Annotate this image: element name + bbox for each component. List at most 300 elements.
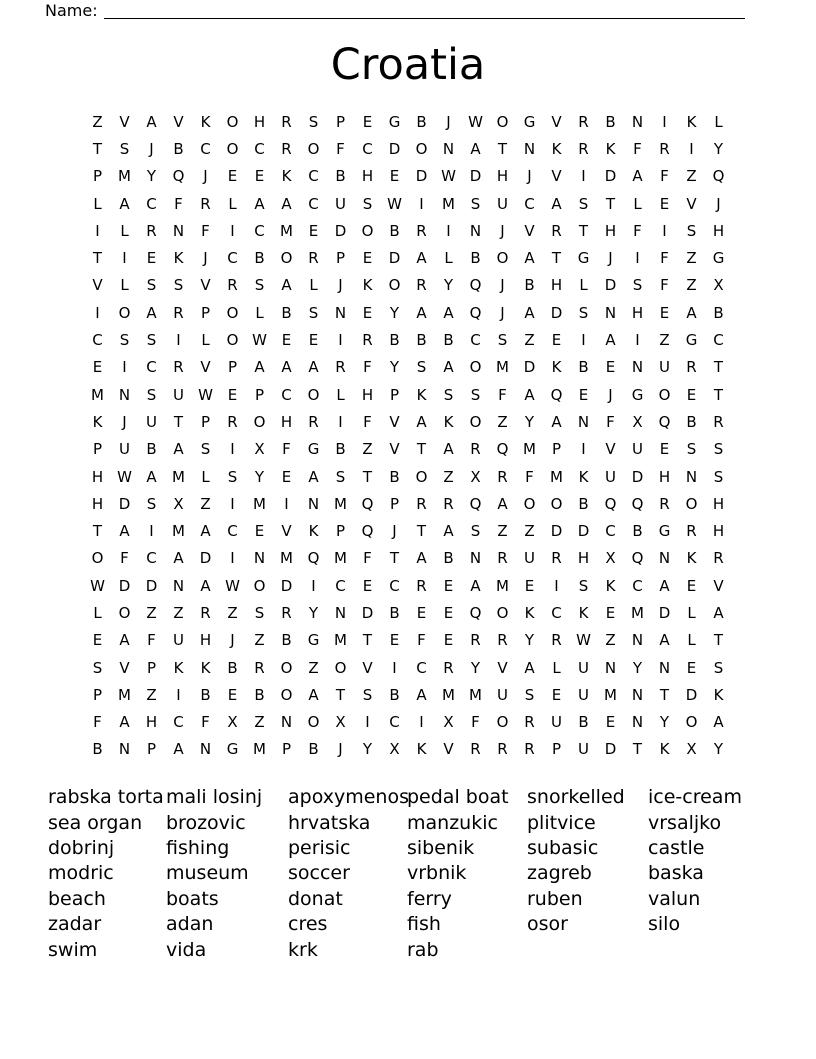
- word-list-item: manzukic: [407, 811, 498, 834]
- grid-letter: J: [203, 167, 208, 186]
- grid-letter: R: [551, 631, 562, 650]
- grid-letter: T: [605, 194, 616, 213]
- word-list-item: krk: [288, 938, 318, 961]
- grid-letter: H: [658, 467, 671, 486]
- grid-letter: R: [578, 139, 589, 158]
- word-list-item: soccer: [288, 862, 350, 885]
- grid-letter: V: [362, 658, 373, 677]
- grid-letter: R: [281, 112, 292, 131]
- grid-letter: B: [389, 467, 400, 486]
- grid-letter: E: [605, 603, 616, 622]
- grid-row: [84, 163, 732, 190]
- grid-letter: F: [633, 139, 642, 158]
- grid-letter: I: [581, 331, 586, 350]
- grid-letter: N: [118, 385, 131, 404]
- grid-letter: T: [416, 522, 427, 541]
- grid-letter: I: [419, 194, 424, 213]
- grid-letter: R: [227, 276, 238, 295]
- grid-letter: P: [389, 494, 400, 513]
- grid-letter: I: [230, 549, 235, 568]
- grid-letter: V: [389, 412, 400, 431]
- grid-letter: O: [361, 221, 374, 240]
- grid-letter: I: [338, 412, 343, 431]
- grid-letter: C: [92, 331, 103, 350]
- word-list-column: [48, 785, 166, 963]
- grid-letter: X: [254, 440, 265, 459]
- grid-letter: E: [146, 249, 157, 268]
- grid-letter: Z: [686, 276, 697, 295]
- grid-letter: D: [577, 522, 590, 541]
- grid-letter: C: [254, 221, 265, 240]
- grid-letter: N: [469, 549, 482, 568]
- grid-letter: O: [388, 276, 401, 295]
- grid-letter: S: [578, 194, 589, 213]
- grid-letter: D: [118, 494, 131, 513]
- grid-letter: P: [227, 358, 238, 377]
- grid-letter: B: [605, 112, 616, 131]
- grid-letter: A: [119, 631, 130, 650]
- grid-letter: K: [416, 385, 427, 404]
- grid-letter: K: [92, 412, 103, 431]
- grid-letter: N: [685, 467, 698, 486]
- grid-letter: N: [658, 658, 671, 677]
- grid-letter: M: [118, 167, 131, 186]
- word-list-item: subasic: [527, 836, 599, 859]
- grid-letter: B: [416, 112, 427, 131]
- grid-letter: R: [281, 139, 292, 158]
- grid-letter: N: [172, 576, 185, 595]
- grid-letter: R: [551, 549, 562, 568]
- grid-letter: O: [496, 603, 509, 622]
- word-list-column: [407, 785, 527, 963]
- word-list-item: pedal boat: [407, 786, 509, 809]
- grid-row: [84, 108, 732, 135]
- grid-letter: A: [659, 576, 670, 595]
- grid-letter: S: [686, 440, 697, 459]
- grid-letter: O: [280, 249, 293, 268]
- grid-letter: O: [469, 358, 482, 377]
- grid-letter: B: [389, 221, 400, 240]
- grid-row: [84, 709, 732, 736]
- grid-letter: I: [338, 331, 343, 350]
- grid-letter: E: [92, 358, 103, 377]
- grid-letter: I: [230, 221, 235, 240]
- grid-letter: E: [551, 331, 562, 350]
- grid-letter: J: [122, 412, 127, 431]
- grid-letter: A: [686, 303, 697, 322]
- grid-letter: Q: [307, 549, 320, 568]
- grid-letter: S: [470, 522, 481, 541]
- word-list-item: sibenik: [407, 836, 475, 859]
- grid-letter: A: [443, 358, 454, 377]
- grid-letter: R: [551, 221, 562, 240]
- grid-letter: M: [253, 740, 266, 759]
- grid-letter: Z: [254, 631, 265, 650]
- grid-letter: S: [200, 440, 211, 459]
- grid-letter: Q: [631, 549, 644, 568]
- grid-letter: W: [90, 576, 105, 595]
- grid-row: [84, 545, 732, 572]
- grid-row: [84, 299, 732, 326]
- grid-letter: V: [119, 658, 130, 677]
- grid-letter: K: [308, 522, 319, 541]
- grid-letter: T: [497, 139, 508, 158]
- grid-letter: A: [443, 522, 454, 541]
- grid-letter: Q: [496, 440, 509, 459]
- grid-letter: Y: [524, 412, 535, 431]
- grid-letter: R: [443, 658, 454, 677]
- grid-letter: O: [280, 658, 293, 677]
- grid-letter: D: [550, 522, 563, 541]
- grid-letter: N: [280, 713, 293, 732]
- grid-letter: D: [145, 576, 158, 595]
- grid-letter: O: [253, 412, 266, 431]
- grid-letter: G: [685, 331, 698, 350]
- grid-letter: M: [496, 358, 509, 377]
- grid-letter: Q: [469, 494, 482, 513]
- grid-letter: I: [311, 576, 316, 595]
- word-list: [48, 785, 816, 963]
- grid-letter: M: [172, 467, 185, 486]
- grid-letter: I: [662, 112, 667, 131]
- grid-letter: O: [118, 303, 131, 322]
- grid-letter: O: [658, 385, 671, 404]
- grid-letter: U: [578, 740, 589, 759]
- grid-letter: B: [146, 440, 157, 459]
- grid-letter: K: [551, 358, 562, 377]
- grid-letter: S: [713, 440, 724, 459]
- name-label: Name:: [45, 1, 98, 20]
- grid-letter: X: [335, 713, 346, 732]
- grid-letter: L: [714, 112, 723, 131]
- grid-letter: M: [334, 549, 347, 568]
- grid-letter: Q: [172, 167, 185, 186]
- grid-letter: T: [92, 522, 103, 541]
- grid-letter: D: [604, 167, 617, 186]
- grid-letter: S: [146, 385, 157, 404]
- grid-letter: B: [686, 412, 697, 431]
- grid-letter: O: [415, 467, 428, 486]
- grid-letter: O: [469, 412, 482, 431]
- grid-letter: R: [524, 713, 535, 732]
- grid-letter: T: [578, 221, 589, 240]
- word-list-item: apoxymenos: [288, 786, 409, 809]
- grid-letter: C: [416, 658, 427, 677]
- grid-letter: Q: [469, 303, 482, 322]
- grid-letter: U: [173, 631, 184, 650]
- grid-letter: X: [713, 276, 724, 295]
- word-list-item: silo: [648, 913, 681, 936]
- grid-letter: A: [524, 658, 535, 677]
- grid-letter: F: [120, 549, 129, 568]
- grid-letter: J: [500, 221, 505, 240]
- grid-letter: V: [443, 740, 454, 759]
- grid-letter: O: [307, 385, 320, 404]
- grid-letter: R: [173, 303, 184, 322]
- grid-letter: L: [255, 303, 264, 322]
- grid-letter: I: [635, 331, 640, 350]
- grid-letter: O: [226, 112, 239, 131]
- grid-letter: N: [523, 139, 536, 158]
- grid-letter: E: [605, 358, 616, 377]
- word-list-column: [288, 785, 407, 963]
- grid-letter: F: [282, 440, 291, 459]
- grid-letter: R: [308, 249, 319, 268]
- grid-letter: M: [604, 685, 617, 704]
- grid-letter: A: [524, 385, 535, 404]
- grid-letter: H: [577, 549, 590, 568]
- grid-letter: A: [281, 276, 292, 295]
- grid-letter: O: [307, 139, 320, 158]
- word-list-item: brozovic: [166, 811, 246, 834]
- grid-letter: S: [713, 467, 724, 486]
- grid-letter: V: [200, 358, 211, 377]
- grid-letter: E: [416, 603, 427, 622]
- grid-letter: I: [392, 658, 397, 677]
- grid-letter: T: [92, 139, 103, 158]
- grid-letter: A: [497, 494, 508, 513]
- grid-letter: W: [576, 631, 591, 650]
- grid-letter: D: [523, 358, 536, 377]
- grid-letter: Z: [686, 167, 697, 186]
- grid-letter: I: [95, 221, 100, 240]
- grid-letter: N: [604, 658, 617, 677]
- grid-letter: R: [254, 658, 265, 677]
- grid-letter: H: [550, 276, 563, 295]
- grid-letter: A: [713, 713, 724, 732]
- grid-letter: R: [659, 494, 670, 513]
- grid-letter: N: [631, 358, 644, 377]
- grid-letter: T: [659, 685, 670, 704]
- grid-letter: C: [227, 249, 238, 268]
- grid-letter: G: [658, 522, 671, 541]
- grid-letter: Q: [469, 603, 482, 622]
- grid-letter: D: [604, 276, 617, 295]
- grid-letter: Z: [497, 412, 508, 431]
- grid-letter: B: [254, 685, 265, 704]
- grid-letter: R: [497, 631, 508, 650]
- grid-row: [84, 736, 732, 763]
- grid-letter: K: [200, 112, 211, 131]
- grid-letter: S: [443, 385, 454, 404]
- grid-letter: H: [280, 412, 293, 431]
- grid-letter: Q: [361, 522, 374, 541]
- grid-letter: L: [687, 631, 696, 650]
- grid-letter: F: [363, 549, 372, 568]
- grid-letter: H: [712, 221, 725, 240]
- grid-letter: B: [713, 303, 724, 322]
- word-list-item: ice-cream: [648, 786, 742, 809]
- grid-letter: R: [497, 740, 508, 759]
- grid-letter: M: [172, 522, 185, 541]
- grid-letter: C: [713, 331, 724, 350]
- grid-letter: E: [254, 167, 265, 186]
- grid-letter: H: [199, 631, 212, 650]
- grid-letter: B: [578, 494, 589, 513]
- grid-letter: J: [500, 303, 505, 322]
- grid-row: [84, 217, 732, 244]
- grid-letter: B: [389, 331, 400, 350]
- grid-letter: V: [551, 167, 562, 186]
- grid-letter: S: [146, 331, 157, 350]
- grid-letter: A: [119, 194, 130, 213]
- grid-letter: F: [336, 139, 345, 158]
- grid-letter: K: [578, 467, 589, 486]
- grid-letter: O: [496, 112, 509, 131]
- grid-letter: F: [147, 631, 156, 650]
- grid-row: [84, 326, 732, 353]
- grid-letter: O: [226, 303, 239, 322]
- grid-letter: R: [308, 412, 319, 431]
- grid-letter: P: [146, 658, 157, 677]
- grid-letter: Z: [362, 440, 373, 459]
- grid-letter: F: [201, 221, 210, 240]
- grid-letter: L: [633, 194, 642, 213]
- grid-letter: V: [524, 221, 535, 240]
- grid-letter: P: [281, 740, 292, 759]
- grid-letter: D: [334, 221, 347, 240]
- grid-letter: C: [146, 549, 157, 568]
- grid-letter: S: [524, 685, 535, 704]
- grid-letter: N: [172, 221, 185, 240]
- grid-letter: B: [227, 658, 238, 677]
- grid-letter: O: [685, 494, 698, 513]
- grid-letter: O: [226, 139, 239, 158]
- grid-letter: Z: [200, 494, 211, 513]
- grid-letter: K: [551, 139, 562, 158]
- grid-letter: P: [92, 167, 103, 186]
- grid-letter: N: [658, 549, 671, 568]
- grid-letter: W: [117, 467, 132, 486]
- grid-letter: I: [365, 713, 370, 732]
- grid-letter: E: [389, 631, 400, 650]
- word-list-item: modric: [48, 862, 114, 885]
- word-list-item: zagreb: [527, 862, 592, 885]
- grid-letter: C: [200, 139, 211, 158]
- grid-letter: E: [443, 631, 454, 650]
- grid-letter: F: [525, 467, 534, 486]
- grid-letter: A: [551, 412, 562, 431]
- grid-letter: J: [608, 249, 613, 268]
- grid-letter: R: [470, 440, 481, 459]
- grid-letter: R: [200, 603, 211, 622]
- word-list-item: dobrinj: [48, 836, 115, 859]
- grid-letter: Z: [173, 603, 184, 622]
- grid-letter: H: [91, 494, 104, 513]
- grid-letter: O: [253, 576, 266, 595]
- grid-row: [84, 354, 732, 381]
- word-list-item: zadar: [48, 913, 102, 936]
- grid-letter: Q: [631, 494, 644, 513]
- grid-letter: Q: [550, 385, 563, 404]
- grid-letter: G: [631, 385, 644, 404]
- grid-letter: E: [308, 331, 319, 350]
- grid-letter: A: [443, 303, 454, 322]
- grid-letter: Z: [497, 522, 508, 541]
- grid-letter: R: [362, 331, 373, 350]
- grid-letter: J: [500, 276, 505, 295]
- grid-letter: E: [659, 194, 670, 213]
- grid-letter: O: [496, 249, 509, 268]
- grid-letter: C: [281, 385, 292, 404]
- grid-letter: N: [631, 713, 644, 732]
- grid-letter: L: [201, 467, 210, 486]
- grid-row: [84, 436, 732, 463]
- grid-row: [84, 681, 732, 708]
- grid-letter: B: [578, 358, 589, 377]
- grid-letter: R: [200, 194, 211, 213]
- grid-letter: I: [554, 576, 559, 595]
- grid-letter: A: [146, 112, 157, 131]
- grid-letter: A: [200, 576, 211, 595]
- grid-letter: A: [308, 467, 319, 486]
- grid-letter: V: [92, 276, 103, 295]
- grid-letter: A: [254, 358, 265, 377]
- grid-letter: K: [281, 167, 292, 186]
- word-list-item: beach: [48, 887, 106, 910]
- grid-letter: T: [416, 440, 427, 459]
- grid-letter: O: [415, 139, 428, 158]
- grid-row: [84, 490, 732, 517]
- worksheet-page: [0, 3, 816, 1059]
- grid-letter: X: [605, 549, 616, 568]
- grid-letter: S: [146, 276, 157, 295]
- grid-letter: A: [146, 467, 157, 486]
- grid-letter: L: [201, 331, 210, 350]
- grid-letter: U: [497, 194, 508, 213]
- grid-letter: N: [442, 139, 455, 158]
- grid-letter: R: [497, 549, 508, 568]
- grid-letter: N: [118, 740, 131, 759]
- grid-letter: E: [524, 576, 535, 595]
- grid-letter: C: [470, 331, 481, 350]
- grid-letter: S: [119, 331, 130, 350]
- grid-letter: E: [659, 440, 670, 459]
- grid-letter: R: [578, 112, 589, 131]
- grid-letter: O: [334, 658, 347, 677]
- grid-letter: U: [632, 440, 643, 459]
- grid-letter: X: [443, 713, 454, 732]
- grid-letter: W: [225, 576, 240, 595]
- grid-letter: A: [416, 685, 427, 704]
- grid-row: [84, 244, 732, 271]
- grid-letter: L: [687, 603, 696, 622]
- grid-letter: H: [496, 167, 509, 186]
- grid-letter: L: [336, 385, 345, 404]
- grid-letter: T: [389, 549, 400, 568]
- word-list-column: [166, 785, 288, 963]
- grid-letter: F: [660, 249, 669, 268]
- grid-letter: G: [712, 249, 725, 268]
- grid-letter: I: [149, 522, 154, 541]
- grid-letter: Z: [308, 658, 319, 677]
- grid-letter: O: [280, 685, 293, 704]
- grid-row: [84, 572, 732, 599]
- grid-letter: Y: [389, 303, 400, 322]
- word-list-item: fish: [407, 913, 441, 936]
- grid-letter: G: [523, 112, 536, 131]
- grid-letter: J: [527, 167, 532, 186]
- grid-letter: U: [578, 685, 589, 704]
- grid-letter: E: [281, 467, 292, 486]
- grid-letter: K: [686, 112, 697, 131]
- grid-letter: N: [631, 112, 644, 131]
- page-title: Croatia: [330, 40, 486, 90]
- grid-letter: J: [338, 740, 343, 759]
- grid-letter: X: [632, 412, 643, 431]
- grid-letter: V: [119, 112, 130, 131]
- grid-letter: B: [92, 740, 103, 759]
